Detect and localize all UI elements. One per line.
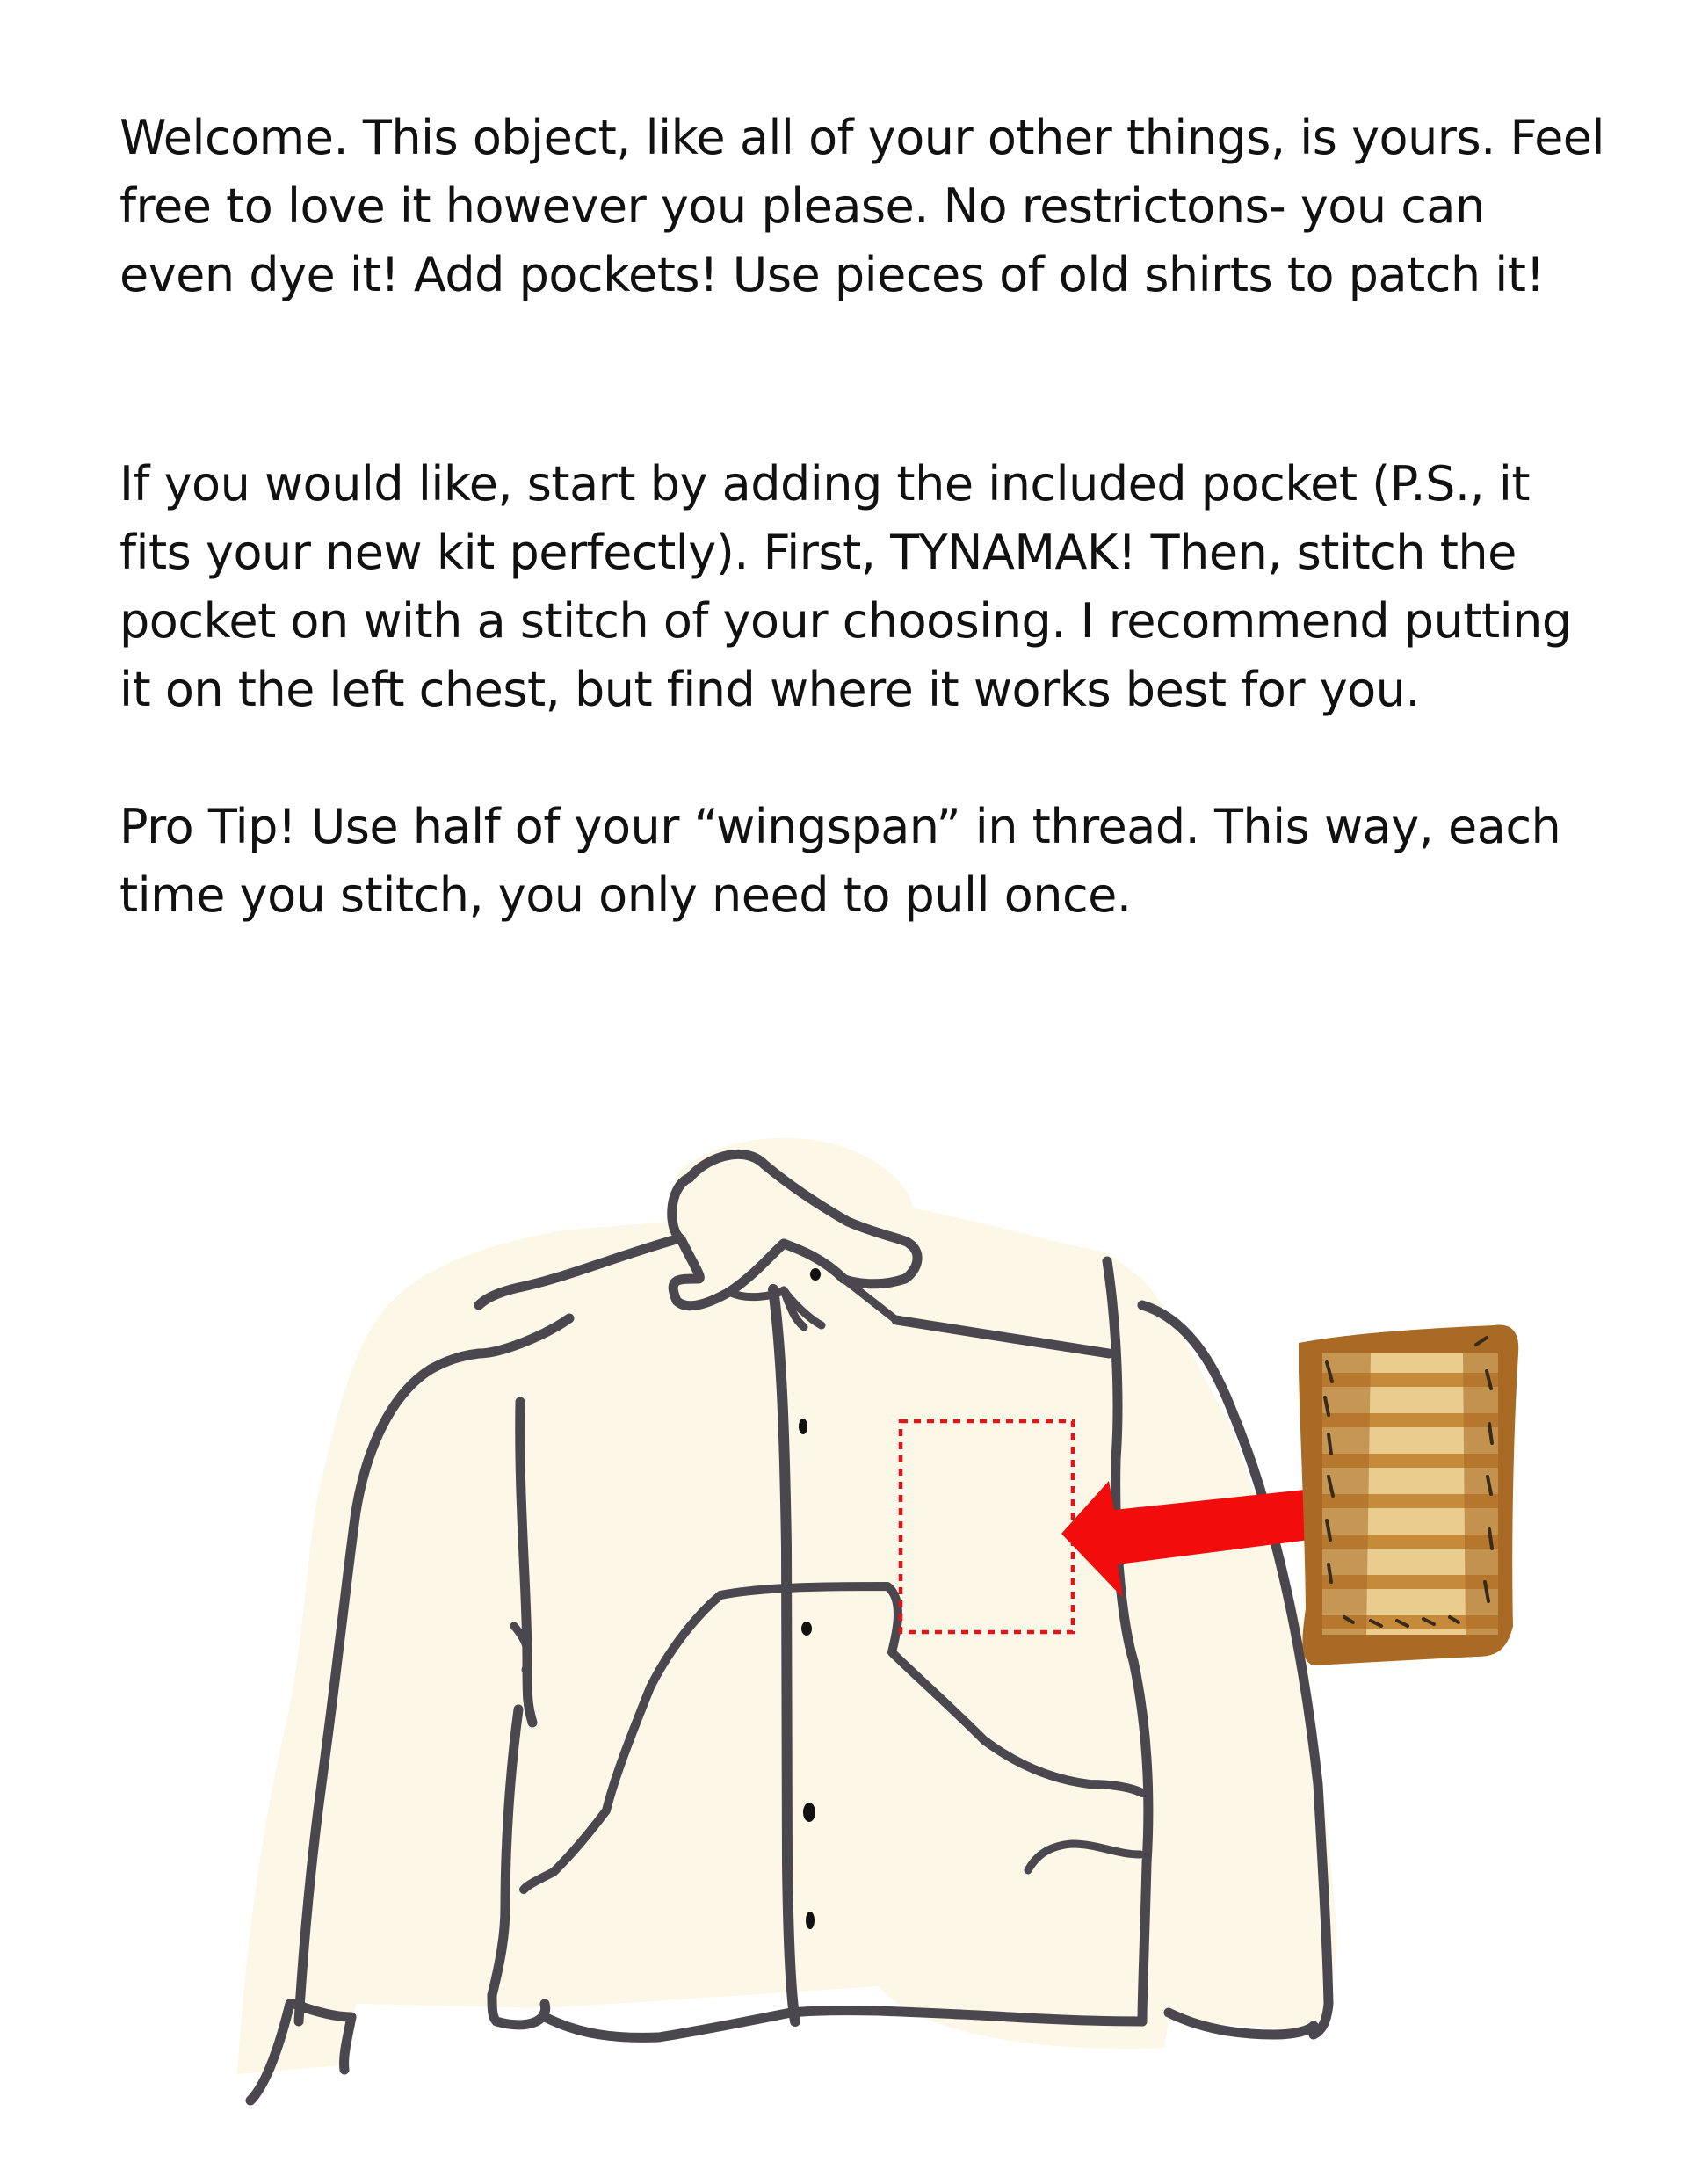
pro-tip-line: time you stitch, you only need to pull once. <box>119 867 1132 923</box>
pro-tip-line: Pro Tip! Use half of your “wingspan” in thread. This way, each <box>119 799 1561 854</box>
button-icon <box>810 1268 821 1281</box>
instructions-line: pocket on with a stitch of your choosing. I recommend putting <box>119 593 1572 649</box>
intro-line: Welcome. This object, like all of your other things, is yours. Feel <box>119 110 1605 165</box>
shirt-drawing <box>0 1090 1687 2184</box>
instructions-line: fits your new kit perfectly). First, TYNAMAK! Then, stitch the <box>119 525 1517 580</box>
shirt-illustration <box>0 1090 1687 2184</box>
pocket-patch <box>1299 1324 1518 1665</box>
intro-line: free to love it however you please. No restrictons- you can <box>119 178 1485 234</box>
instructions-line: If you would like, start by adding the included pocket (P.S., it <box>119 456 1531 512</box>
button-icon <box>799 1419 807 1434</box>
instructions-paragraph <box>119 450 1572 724</box>
button-icon <box>806 1912 815 1929</box>
intro-line: even dye it! Add pockets! Use pieces of old shirts to patch it! <box>119 247 1545 302</box>
instructions-line: it on the left chest, but find where it works best for you. <box>119 662 1421 717</box>
button-icon <box>801 1622 812 1636</box>
pro-tip-paragraph <box>119 793 1560 930</box>
button-icon <box>803 1803 815 1822</box>
intro-paragraph <box>119 104 1605 309</box>
